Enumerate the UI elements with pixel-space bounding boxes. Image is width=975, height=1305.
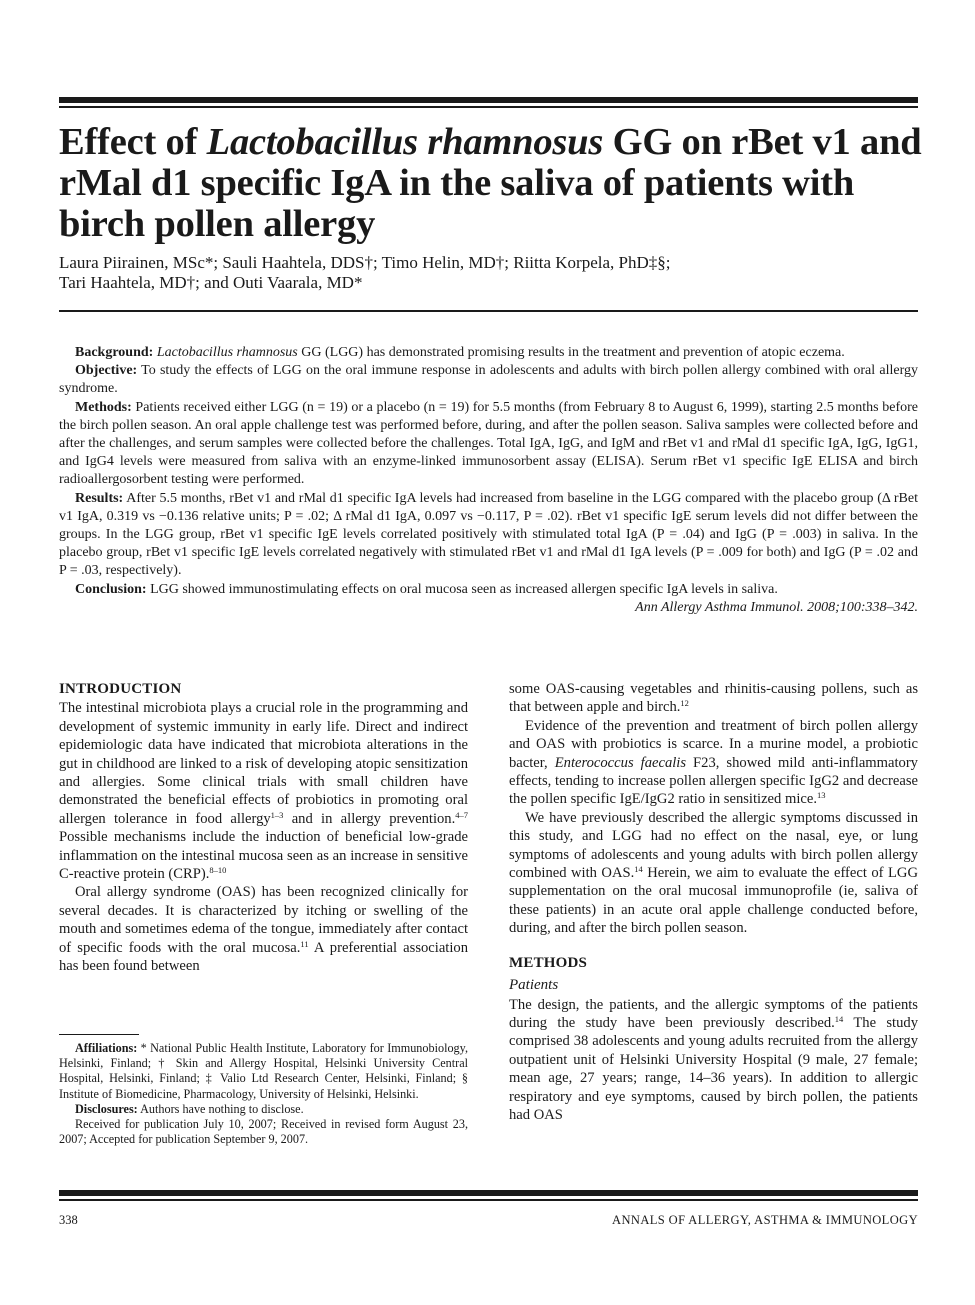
section-heading-methods: METHODS	[509, 954, 588, 971]
abstract-background: Background: Lactobacillus rhamnosus GG (LGG) has demonstrated promising results in the treatment and prevention of atopic eczema.	[75, 345, 845, 360]
methods-paragraph-1: The design, the patients, and the allergic symptoms of the patients during the study have been previously described.$^{14}$ The study comprised 38 adolescents and young adults recruited from the allergy outpatient unit of Helsinki University Hospital (9 male, 27 female; mean age, 27 years; range, 14–36 years). In addition to allergic respiratory and eye symptoms, caused by birch pollen, the patients had OAS	[509, 996, 918, 1123]
abstract-methods: Methods: Patients received either LGG (n = 19) or a placebo (n = 19) for 5.5 months (from February 8 to August 6, 1999), starting 2.5 months before the birch pollen season. An oral apple challenge test was performed before, during, and after the pollen season. Saliva samples were collected before and after the challenges, and serum samples were collected before the challenges. Total IgA, IgG, and IgM and rBet v1 and rMal d1 specific IgA, IgG, IgG1, and IgG4 levels were measured from saliva with an enzyme-linked immunosorbent assay (ELISA). Serum rBet v1 specific IgE ELISA and birch radioallergosorbent testing were performed.	[59, 399, 918, 488]
left-column	[59, 680, 468, 976]
bottom-rule-thick	[59, 1190, 918, 1196]
intro-paragraph-3: Evidence of the prevention and treatment of birch pollen allergy and OAS with probiotics is scarce. In a murine model, a probiotic bacter, Enterococcus faecalis F23, showed mild anti-inflammatory effects, tending to increase pollen allergen specific IgG2 and decrease the pollen specific IgE/IgG2 ratio in sensitized mice.$^{13}$	[509, 717, 918, 808]
abstract	[59, 344, 918, 617]
right-column	[509, 680, 918, 1124]
top-rule-thick	[59, 97, 918, 103]
author-line-1: Laura Piirainen, MSc*; Sauli Haahtela, DDS†; Timo Helin, MD†; Riitta Korpela, PhD‡§;	[59, 253, 671, 272]
intro-paragraph-4: We have previously described the allergic symptoms discussed in this study, and LGG had no effect on the nasal, eye, or lung symptoms of adolescents and young adults with birch pollen allergy combined with OAS.$^{14}$ Herein, we aim to evaluate the effect of LGG supplementation on the oral mucosal immunoprofile (ie, saliva of these patients) in an acute oral apple challenge conducted before, during, and after the birch pollen season.	[509, 809, 918, 937]
intro-paragraph-2: Oral allergy syndrome (OAS) has been recognized clinically for several decades. It is characterized by itching or swelling of the mouth and sometimes edema of the tongue, immediately after contact of specific foods with the oral mucosa.$^{11}$ A preferential association has been found between	[59, 884, 469, 975]
page-number: 338	[59, 1213, 78, 1227]
footnote-disclosures: Disclosures: Authors have nothing to disclose.	[75, 1101, 304, 1116]
author-line-2: Tari Haahtela, MD†; and Outi Vaarala, MD*	[59, 273, 363, 292]
author-rule	[59, 310, 918, 312]
author-list	[59, 253, 919, 293]
intro-paragraph-continued: some OAS-causing vegetables and rhinitis-causing pollens, such as that between apple and birch.$^{12}$	[509, 681, 918, 716]
abstract-conclusion: Conclusion: LGG showed immunostimulating effects on oral mucosa seen as increased allergen specific IgA levels in saliva.	[75, 581, 778, 597]
subsection-heading-patients: Patients	[509, 977, 559, 994]
footnotes	[59, 1041, 468, 1147]
abstract-results: Results: After 5.5 months, rBet v1 and rMal d1 specific IgA levels had increased from baseline in the LGG compared with the placebo group (Δ rBet v1 IgA, 0.319 vs −0.136 relative units; P = .02; Δ rMal d1 IgA, 0.097 vs −0.117, P = .02). rBet v1 specific IgE serum levels did not differ between the groups. In the LGG group, rBet v1 specific IgE levels correlated positively with stimulated total IgA (P = .04) and IgG (P = .003) in saliva. In the placebo group, rBet v1 specific IgE levels correlated negatively with stimulated rBet v1 and rMal d1 IgA levels (P = .009 for both) and IgG (P = .02 and P = .03, respectively).	[59, 490, 918, 579]
section-heading-introduction: INTRODUCTION	[59, 681, 182, 697]
top-rule-thin	[59, 106, 918, 108]
abstract-objective: Objective: To study the effects of LGG on the oral immune response in adolescents and adults with birch pollen allergy combined with oral allergy syndrome.	[59, 363, 918, 397]
bottom-rule-thin	[59, 1199, 918, 1201]
citation: Ann Allergy Asthma Immunol. 2008;100:338–342.	[635, 599, 918, 615]
footnote-affiliations: Affiliations: * National Public Health Institute, Laboratory for Immunobiology, Helsinki, Finland; † Skin and Allergy Hospital, Helsinki University Central Hospital, Helsinki, Finland; ‡ Valio Ltd Research Center, Helsinki, Finland; § Institute of Biomedicine, Pharmacology, University of Helsinki, Helsinki.	[59, 1041, 468, 1101]
title-species: Lactobacillus rhamnosus	[206, 121, 604, 163]
article-title: Effect of Lactobacillus rhamnosus GG on rBet v1 and rMal d1 specific IgA in the saliva of patients with birch pollen allergy	[59, 121, 922, 245]
intro-paragraph-1: The intestinal microbiota plays a crucial role in the programming and development of systemic immunity in early life. Direct and indirect epidemiologic data have indicated that microbiota alterations in the gut in childhood are linked to a risk of developing atopic sensitization and allergies. Some clinical trials with small children have demonstrated the beneficial effects of probiotics in promoting oral allergen tolerance in food allergy$^{1-3}$ and in allergy prevention.$^{4-7}$ Possible mechanisms include the induction of beneficial low-grade inflammation on the intestinal mucosa seen as an increase in sensitive C-reactive protein (CRP).$^{8-10}$	[59, 700, 469, 883]
journal-name: ANNALS OF ALLERGY, ASTHMA & IMMUNOLOGY	[612, 1213, 918, 1227]
footnote-received: Received for publication July 10, 2007; Received in revised form August 23, 2007; Accepted for publication September 9, 2007.	[59, 1117, 468, 1147]
footnote-rule	[59, 1034, 139, 1035]
